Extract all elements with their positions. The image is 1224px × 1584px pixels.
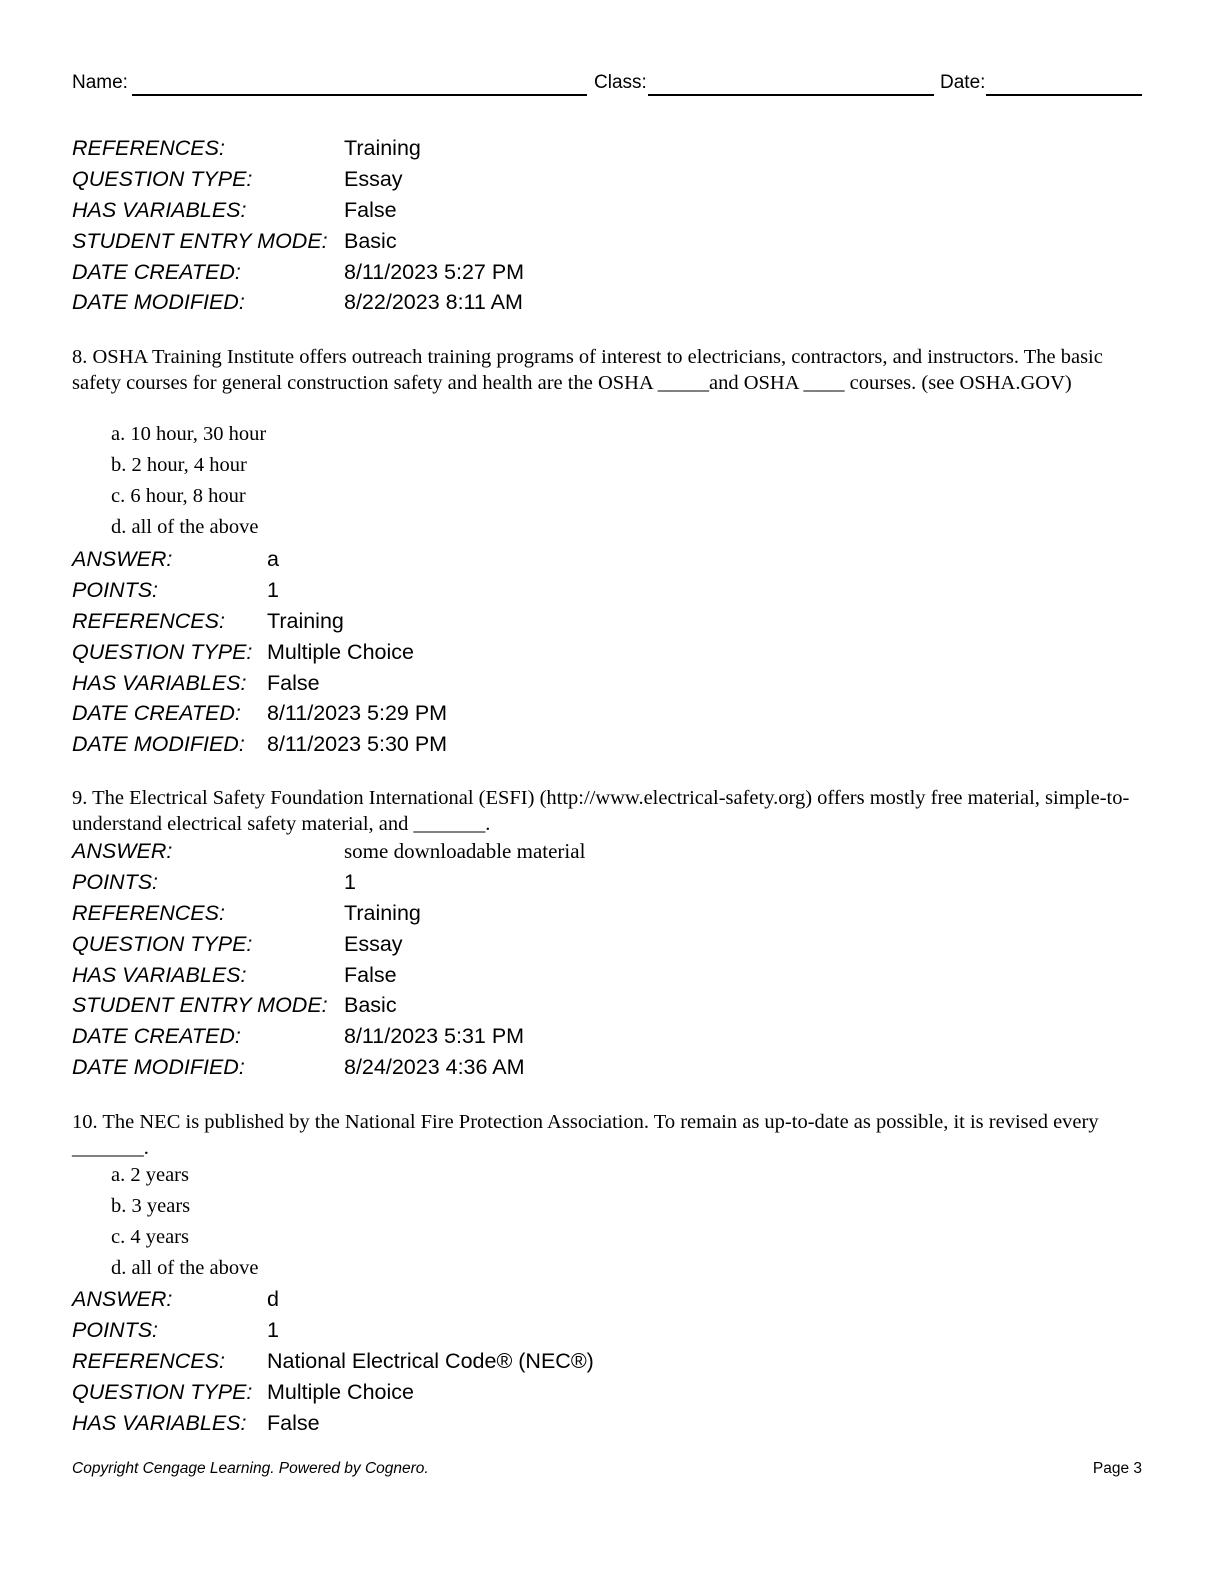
question-8-options: [111, 419, 266, 543]
meta-key: QUESTION TYPE:: [72, 166, 253, 191]
meta-value: d: [267, 1287, 279, 1311]
meta-row: [72, 133, 524, 164]
option-c: c. 4 years: [111, 1226, 189, 1248]
meta-key: DATE MODIFIED:: [72, 732, 245, 757]
meta-key: POINTS:: [72, 577, 159, 602]
meta-key: HAS VARIABLES:: [72, 197, 247, 222]
option-a: a. 2 years: [111, 1164, 189, 1186]
option-c: c. 6 hour, 8 hour: [111, 485, 246, 507]
meta-row: [72, 1315, 594, 1346]
class-label: Class:: [594, 72, 647, 93]
footer-copyright: Copyright Cengage Learning. Powered by Cognero.: [72, 1460, 429, 1477]
page-number: Page 3: [1092, 1460, 1142, 1477]
q7-metadata: [72, 133, 524, 318]
meta-row: [72, 195, 524, 226]
meta-row: [72, 698, 447, 729]
q9-metadata: [72, 836, 585, 1083]
meta-value: some downloadable material: [344, 839, 586, 863]
question-10-options: [111, 1160, 258, 1284]
meta-key: DATE CREATED:: [72, 1024, 241, 1049]
option-d: d. all of the above: [111, 1257, 259, 1279]
meta-value: False: [267, 670, 320, 695]
meta-value: Basic: [344, 228, 397, 253]
meta-value: 1: [267, 577, 279, 602]
meta-key: REFERENCES:: [72, 136, 225, 160]
name-blank-line: [132, 94, 587, 96]
meta-key: ANSWER:: [72, 839, 173, 863]
meta-key: DATE MODIFIED:: [72, 290, 245, 315]
meta-row: [72, 1408, 594, 1439]
meta-row: [72, 960, 585, 991]
question-8-text: 8. OSHA Training Institute offers outreach training programs of interest to electricians, contractors, and instructors. The basic safety courses for general construction safety and health are the OSHA _____and OSHA ____ courses. (see OSHA.GOV): [72, 346, 1103, 394]
meta-value: Training: [267, 608, 344, 633]
meta-key: POINTS:: [72, 869, 159, 894]
meta-key: STUDENT ENTRY MODE:: [72, 228, 328, 253]
meta-value: Training: [344, 900, 421, 925]
q8-metadata: [72, 544, 447, 760]
meta-key: REFERENCES:: [72, 1348, 225, 1373]
meta-value: 8/22/2023 8:11 AM: [344, 290, 523, 315]
meta-key: DATE CREATED:: [72, 259, 241, 284]
meta-value: 1: [267, 1317, 279, 1342]
meta-value: 1: [344, 869, 356, 894]
meta-key: QUESTION TYPE:: [72, 1379, 253, 1404]
meta-value: National Electrical Code® (NEC®): [267, 1348, 594, 1373]
meta-key: REFERENCES:: [72, 608, 225, 633]
meta-value: False: [344, 962, 397, 987]
meta-row: [72, 287, 524, 318]
meta-row: [72, 1284, 594, 1315]
meta-row: [72, 668, 447, 699]
name-label: Name:: [72, 72, 128, 93]
meta-value: 8/24/2023 4:36 AM: [344, 1055, 525, 1080]
meta-value: 8/11/2023 5:30 PM: [267, 732, 448, 757]
meta-row: [72, 929, 585, 960]
meta-key: HAS VARIABLES:: [72, 962, 247, 987]
q10-metadata: [72, 1284, 594, 1438]
meta-key: DATE MODIFIED:: [72, 1055, 245, 1080]
meta-row: [72, 898, 585, 929]
meta-value: Training: [344, 136, 421, 160]
question-9-text: 9. The Electrical Safety Foundation International (ESFI) (http://www.electrical-safety.org) offers mostly free material, simple-to-understand electrical safety material, and _______.: [72, 787, 1130, 835]
meta-value: Essay: [344, 931, 403, 956]
meta-value: Multiple Choice: [267, 639, 414, 664]
meta-row: [72, 1377, 594, 1408]
meta-value: Basic: [344, 993, 397, 1018]
meta-key: STUDENT ENTRY MODE:: [72, 993, 328, 1018]
meta-key: ANSWER:: [72, 1287, 173, 1311]
worksheet-header: [72, 72, 1142, 98]
meta-value: Essay: [344, 166, 403, 191]
meta-value: a: [267, 547, 279, 571]
date-label: Date:: [940, 72, 986, 93]
meta-row: [72, 1346, 594, 1377]
meta-row: [72, 990, 585, 1021]
meta-key: HAS VARIABLES:: [72, 670, 247, 695]
meta-key: ANSWER:: [72, 547, 173, 571]
class-blank-line: [648, 94, 934, 96]
question-10-text: 10. The NEC is published by the National Fire Protection Association. To remain as up-to-date as possible, it is revised every _______.: [72, 1111, 1099, 1159]
meta-row: [72, 164, 524, 195]
meta-row: [72, 257, 524, 288]
meta-row: [72, 867, 585, 898]
meta-key: POINTS:: [72, 1317, 159, 1342]
meta-row: [72, 836, 585, 867]
meta-key: DATE CREATED:: [72, 701, 241, 726]
meta-value: 8/11/2023 5:31 PM: [344, 1024, 525, 1049]
meta-row: [72, 575, 447, 606]
meta-row: [72, 226, 524, 257]
meta-key: QUESTION TYPE:: [72, 639, 253, 664]
meta-value: False: [344, 197, 397, 222]
meta-value: 8/11/2023 5:29 PM: [267, 701, 448, 726]
meta-row: [72, 544, 447, 575]
date-blank-line: [986, 94, 1142, 96]
meta-key: QUESTION TYPE:: [72, 931, 253, 956]
meta-value: 8/11/2023 5:27 PM: [344, 259, 525, 284]
meta-row: [72, 606, 447, 637]
option-b: b. 2 hour, 4 hour: [111, 454, 247, 476]
option-d: d. all of the above: [111, 516, 259, 538]
option-a: a. 10 hour, 30 hour: [111, 423, 267, 445]
meta-value: Multiple Choice: [267, 1379, 414, 1404]
meta-row: [72, 1052, 585, 1083]
meta-row: [72, 637, 447, 668]
meta-key: HAS VARIABLES:: [72, 1410, 247, 1435]
meta-key: REFERENCES:: [72, 900, 225, 925]
meta-value: False: [267, 1410, 320, 1435]
meta-row: [72, 729, 447, 760]
meta-row: [72, 1021, 585, 1052]
option-b: b. 3 years: [111, 1195, 191, 1217]
